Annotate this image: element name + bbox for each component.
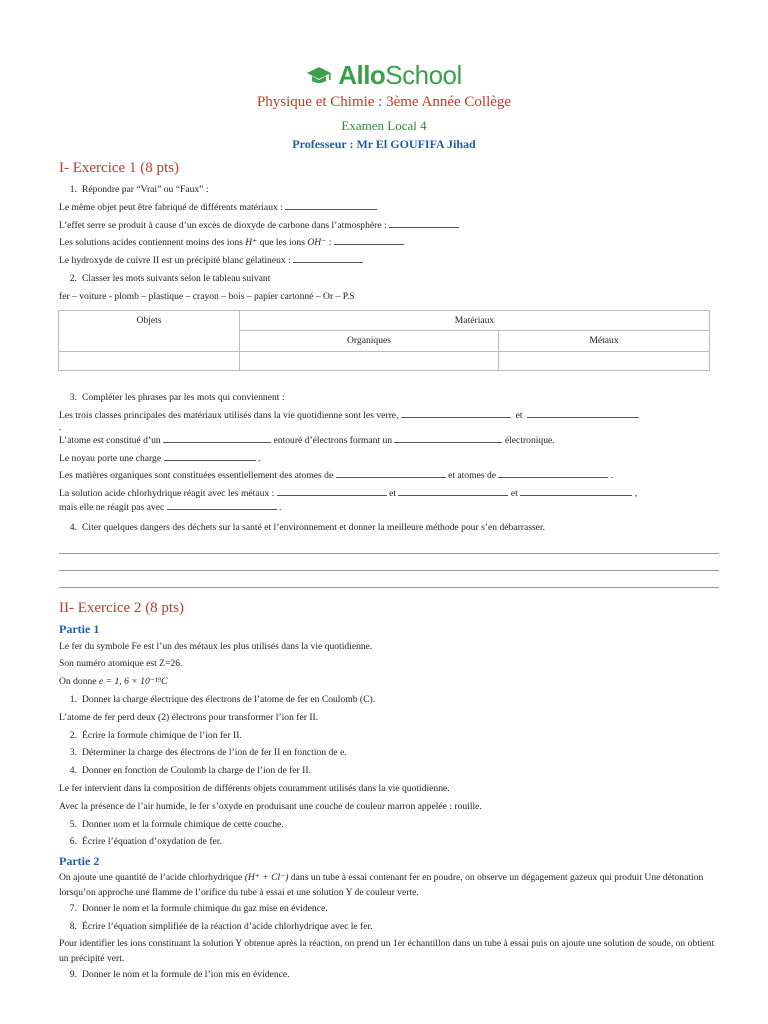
- sentence-text: Le noyau porte une charge: [59, 452, 162, 464]
- logo-part-2: School: [385, 60, 462, 90]
- statement-4: [59, 252, 719, 270]
- question-number: 7.: [69, 903, 77, 915]
- exercise-1-title: I- Exercice 1 (8 pts): [59, 160, 179, 176]
- sentence-text: entouré d’électrons formant un: [273, 434, 393, 446]
- question-number: 4.: [69, 765, 77, 777]
- part-1-title: Partie 1: [59, 621, 100, 636]
- statement-text: Le même objet peut être fabriqué de différents matériaux :: [59, 201, 283, 213]
- answer-blank[interactable]: [163, 432, 271, 443]
- question-number: 9.: [69, 968, 77, 980]
- question-number: 3.: [69, 747, 77, 759]
- question-4: [59, 519, 719, 537]
- fill-sentence-1: [59, 407, 719, 425]
- question-number: 3.: [69, 392, 77, 404]
- subject-title: Physique et Chimie : 3ème Année Collège: [256, 94, 512, 110]
- sentence-text: Les trois classes principales des matériaux utilisés dans la vie quotidienne sont les verre,: [59, 409, 399, 421]
- statement-2: [59, 217, 719, 235]
- fill-sentence-4: [59, 467, 719, 485]
- question-text: Compléter les phrases par les mots qui conviennent :: [82, 392, 285, 404]
- answer-blank[interactable]: [334, 234, 404, 245]
- question-text: Écrire la formule chimique de l’ion fer II.: [82, 729, 242, 741]
- statement-text: Le hydroxyde de cuivre II est un précipité blanc gélatineux :: [59, 255, 291, 267]
- classification-table: [58, 310, 710, 372]
- col-metaux: Métaux: [499, 331, 710, 352]
- paragraph: [59, 673, 719, 691]
- paragraph: Le fer intervient dans la composition de différents objets couramment utilisés dans la vie quotidienne.: [59, 782, 450, 794]
- question-text: Donner en fonction de Coulomb la charge de l’ion de fer II.: [82, 765, 311, 777]
- question-number: 2.: [69, 729, 77, 741]
- statement-text: Les solutions acides contiennent moins des ions: [59, 237, 246, 249]
- paragraph-text: dans un tube à essai contenant fer en poudre, on observe un dégagement gazeux qui produit Une détonation lorsqu’on approche une flamme de l’orifice du tube à essai et une solution Y de couleur verte.: [59, 872, 704, 899]
- col-materiaux: Matériaux: [240, 310, 710, 331]
- question-1: [59, 181, 719, 199]
- answer-blank[interactable]: [285, 199, 377, 210]
- fill-sentence-2: [59, 432, 719, 450]
- question-1: [59, 691, 719, 709]
- question-7: [59, 900, 719, 918]
- statement-1: [59, 199, 719, 217]
- answer-line[interactable]: [59, 554, 719, 571]
- sentence-text: et: [515, 409, 523, 421]
- sentence-text: et atomes de: [448, 470, 497, 482]
- question-number: 4.: [69, 521, 77, 533]
- exam-content: [59, 156, 719, 984]
- question-text: Citer quelques dangers des déchets sur la santé et l’environnement et donner la meilleure méthode pour s’en débarrasser.: [82, 521, 546, 533]
- sentence-text: .: [279, 501, 282, 513]
- question-3: [59, 389, 719, 407]
- sentence-text: électronique.: [504, 434, 555, 446]
- professor-name: Professeur : Mr El GOUFIFA Jihad: [292, 137, 476, 151]
- table-cell-organiques[interactable]: [240, 352, 499, 371]
- alloschool-logo: [0, 60, 768, 91]
- col-organiques: Organiques: [240, 331, 499, 352]
- question-text: Déterminer la charge des électrons de l’ion de fer II en fonction de e.: [82, 747, 347, 759]
- logo-part-1: Allo: [338, 60, 386, 90]
- table-cell-objets[interactable]: [59, 352, 240, 371]
- fill-sentence-1-end: .: [59, 421, 62, 433]
- paragraph: Avec la présence de l’air humide, le fer s’oxyde en produisant une couche de couleur marron appelée : rouille.: [59, 800, 482, 812]
- statement-text: L’effet serre se produit à cause d’un excès de dioxyde de carbone dans l’atmosphère :: [59, 219, 387, 231]
- answer-blank[interactable]: [389, 217, 459, 228]
- answer-blank[interactable]: [293, 252, 363, 263]
- ion-formula: H⁺: [245, 237, 258, 249]
- answer-blank[interactable]: [164, 450, 256, 461]
- answer-blank[interactable]: [394, 432, 502, 443]
- question-text: Donner nom et la formule chimique de cette couche.: [82, 818, 284, 830]
- question-3: [59, 744, 719, 762]
- answer-line[interactable]: [59, 571, 719, 588]
- ion-formula: OH⁻: [307, 237, 327, 249]
- paragraph: Pour identifier les ions constituant la solution Y obtenue après la réaction, on prend un 1er échantillon dans un tube à essai puis on ajoute une solution de soude, on obtient un précipité vert.: [59, 937, 715, 964]
- answer-blank[interactable]: [398, 485, 508, 496]
- exam-title: Examen Local 4: [341, 118, 427, 133]
- sentence-text: ,: [634, 488, 637, 500]
- question-6: [59, 833, 719, 851]
- answer-blank[interactable]: [401, 407, 511, 418]
- paragraph: Son numéro atomique est Z=26.: [59, 658, 183, 670]
- statement-3: [59, 234, 719, 252]
- answer-blank[interactable]: [527, 407, 639, 418]
- question-2: [59, 727, 719, 745]
- paragraph: Le fer du symbole Fe est l’un des métaux les plus utilisés dans la vie quotidienne.: [59, 640, 373, 652]
- sentence-text: La solution acide chlorhydrique réagit avec les métaux :: [59, 488, 275, 500]
- answer-blank[interactable]: [167, 499, 277, 510]
- logo-text: [338, 60, 462, 91]
- table-cell-metaux[interactable]: [499, 352, 710, 371]
- question-5: [59, 816, 719, 834]
- sentence-text: Les matières organiques sont constituées essentiellement des atomes de: [59, 470, 334, 482]
- question-text: Écrire l’équation simplifiée de la réaction d’acide chlorhydrique avec le fer.: [82, 920, 373, 932]
- statement-text: que les ions: [257, 237, 308, 249]
- question-text: Classer les mots suivants selon le tableau suivant: [82, 272, 271, 284]
- paragraph-text: On donne: [59, 676, 99, 688]
- question-4: [59, 762, 719, 780]
- paragraph: [59, 870, 719, 900]
- answer-blank[interactable]: [277, 485, 387, 496]
- sentence-text: et: [510, 488, 518, 500]
- sentence-text: mais elle ne réagit pas avec: [59, 501, 165, 513]
- sentence-text: .: [257, 452, 261, 464]
- question-text: Donner la charge électrique des électrons de l’atome de fer en Coulomb (C).: [82, 693, 376, 705]
- paragraph: L’atome de fer perd deux (2) électrons pour transformer l’ion fer II.: [59, 711, 319, 723]
- formula: e = 1, 6 × 10⁻¹⁹C: [98, 676, 168, 688]
- question-number: 6.: [69, 836, 77, 848]
- question-text: Répondre par “Vrai” ou “Faux” :: [82, 184, 209, 195]
- word-list: fer – voiture - plomb – plastique – crayon – bois – papier cartonné – Or – P.S: [59, 290, 355, 302]
- answer-blank[interactable]: [336, 467, 446, 478]
- statement-text: :: [326, 237, 332, 249]
- question-number: 2.: [69, 272, 77, 284]
- sentence-text: L’atome est constitué d’un: [59, 434, 161, 446]
- question-number: 8.: [69, 920, 77, 932]
- formula: (H⁺ + Cl⁻): [244, 872, 289, 884]
- question-text: Donner le nom et la formule chimique du gaz mise en évidence.: [82, 903, 328, 915]
- sentence-text: .: [610, 470, 614, 482]
- question-9: [59, 966, 719, 984]
- answer-blank[interactable]: [498, 467, 608, 478]
- question-8: [59, 918, 719, 936]
- fill-sentence-3: [59, 450, 719, 468]
- answer-blank[interactable]: [520, 485, 632, 496]
- sentence-text: et: [389, 488, 396, 500]
- question-number: 5.: [69, 818, 77, 830]
- question-number: 1.: [69, 184, 77, 195]
- graduation-cap-icon: [306, 66, 332, 86]
- question-2: [59, 270, 719, 288]
- paragraph-text: On ajoute une quantité de l’acide chlorhydrique: [59, 872, 245, 884]
- answer-line[interactable]: [59, 537, 719, 554]
- question-text: Donner le nom et la formule de l’ion mis en évidence.: [82, 968, 290, 980]
- question-number: 1.: [69, 693, 77, 705]
- part-2-title: Partie 2: [59, 854, 100, 869]
- question-text: Écrire l’équation d’oxydation de fer.: [82, 836, 222, 848]
- exercise-2-title: II- Exercice 2 (8 pts): [59, 599, 184, 616]
- col-objets: Objets: [59, 310, 240, 352]
